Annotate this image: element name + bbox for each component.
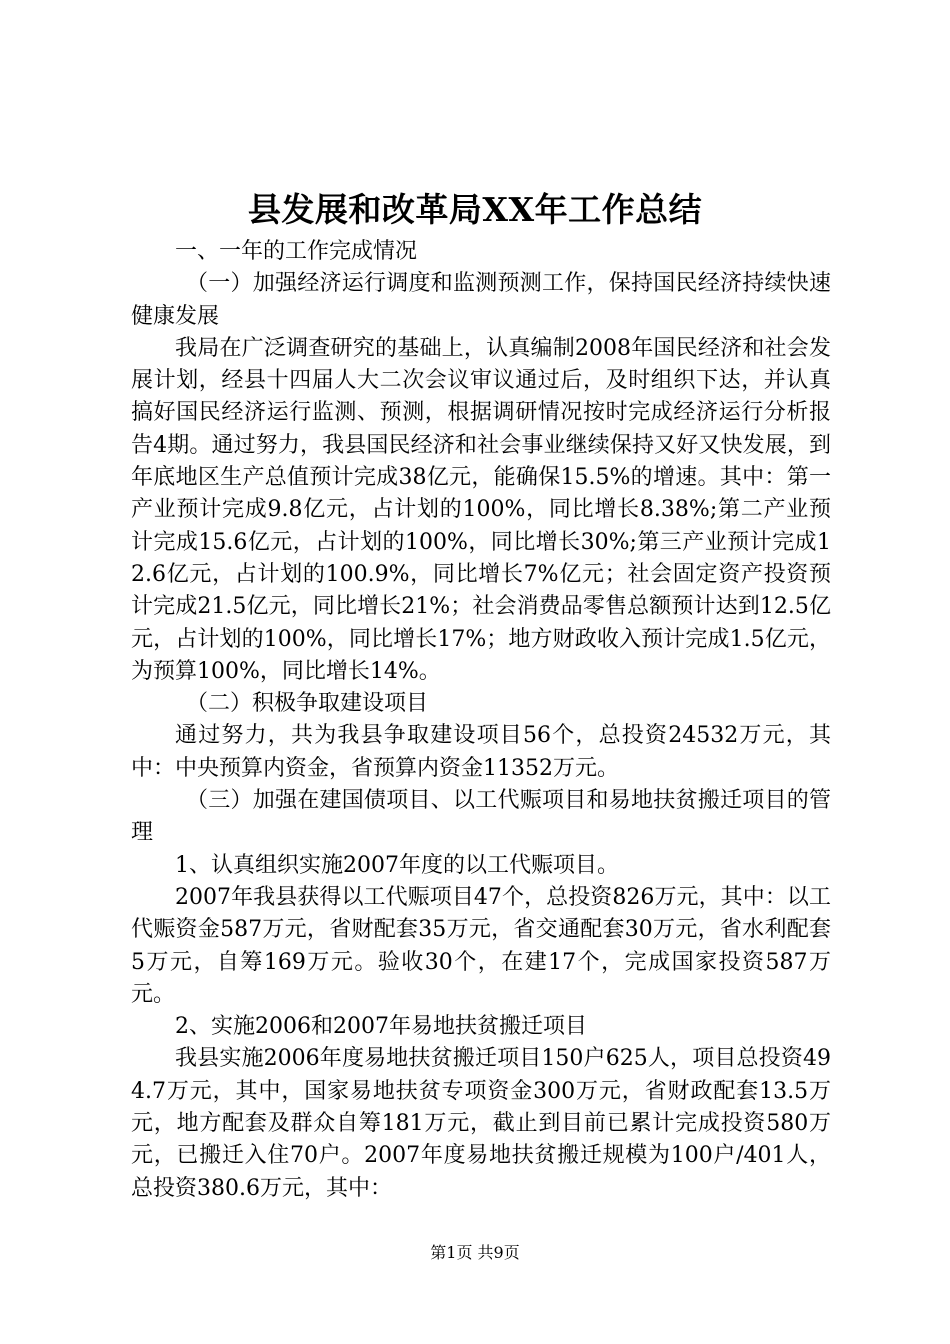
item-heading-1: 1、认真组织实施2007年度的以工代赈项目。 xyxy=(175,852,619,878)
page-number-footer: 第1页 共9页 xyxy=(430,1243,520,1262)
section-heading-1: 一、一年的工作完成情况 xyxy=(175,239,418,264)
document-body xyxy=(131,236,831,1205)
body-paragraph: 2007年我县获得以工代赈项目47个，总投资826万元，其中：以工代赈资金587万元，省财配套35万元，省交通配套30万元，省水利配套5万元，自筹169万元。验收30个，在建17个，完成国家投资587万元。 xyxy=(131,884,831,1007)
subsection-heading-3: （三）加强在建国债项目、以工代赈项目和易地扶贫搬迁项目的管理 xyxy=(131,788,831,846)
subsection-heading-1: （一）加强经济运行调度和监测预测工作，保持国民经济持续快速健康发展 xyxy=(131,271,831,329)
body-paragraph: 通过努力，共为我县争取建设项目56个，总投资24532万元，其中：中央预算内资金，省预算内资金11352万元。 xyxy=(131,723,831,781)
body-paragraph: 我局在广泛调查研究的基础上，认真编制2008年国民经济和社会发展计划，经县十四届人大二次会议审议通过后，及时组织下达，并认真搞好国民经济运行监测、预测，根据调研情况按时完成经济运行分析报告4期。通过努力，我县国民经济和社会事业继续保持又好又快发展，到年底地区生产总值预计完成38亿元，能确保15.5%的增速。其中：第一产业预计完成9.8亿元，占计划的100%，同比增长8.38%;第二产业预计完成15.6亿元，占计划的100%，同比增长30%;第三产业预计完成12.6亿元，占计划的100.9%，同比增长7%亿元；社会固定资产投资预计完成21.5亿元，同比增长21%；社会消费品零售总额预计达到12.5亿元，占计划的100%，同比增长17%；地方财政收入预计完成1.5亿元，为预算100%，同比增长14%。 xyxy=(131,335,831,684)
subsection-heading-2: （二）积极争取建设项目 xyxy=(186,691,429,717)
document-title: 县发展和改革局XX年工作总结 xyxy=(247,190,703,229)
body-paragraph: 我县实施2006年度易地扶贫搬迁项目150户625人，项目总投资494.7万元，其中，国家易地扶贫专项资金300万元，省财政配套13.5万元，地方配套及群众自筹181万元，截止到目前已累计完成投资580万元，已搬迁入住70户。2007年度易地扶贫搬迁规模为100户/401人，总投资380.6万元，其中： xyxy=(131,1046,831,1201)
item-heading-2: 2、实施2006和2007年易地扶贫搬迁项目 xyxy=(175,1014,587,1040)
